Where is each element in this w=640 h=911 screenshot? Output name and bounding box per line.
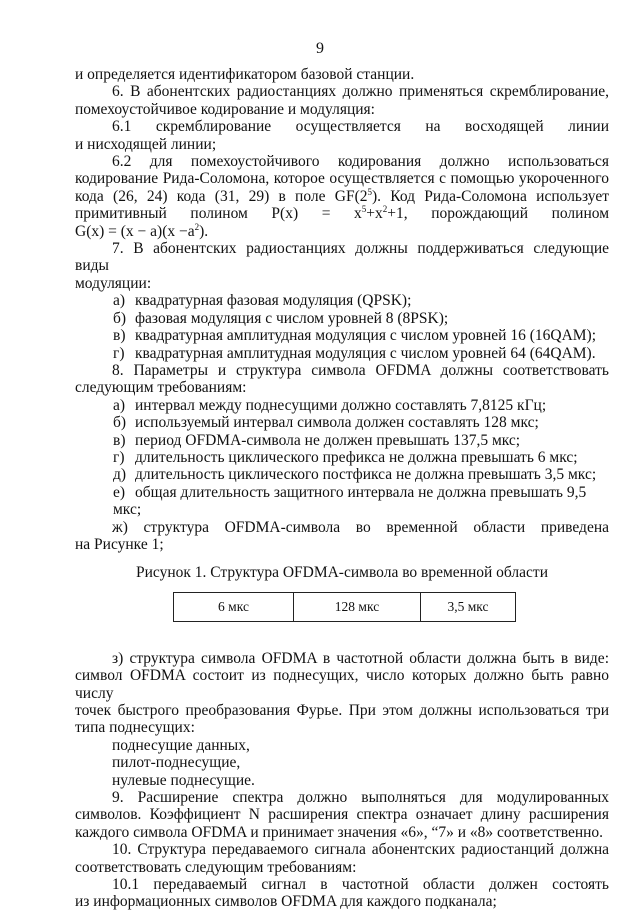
table-cell-prefix: 6 мкс (174, 592, 294, 621)
text-fragment: кода (26, 24) кода (31, 29) в поле GF(2 (75, 187, 368, 205)
ofdma-time-structure-table (173, 592, 516, 622)
text-fragment: +x (366, 205, 383, 223)
list-label: а) (113, 396, 126, 414)
paragraph-line: модуляции: (75, 274, 152, 292)
figure-caption: Рисунок 1. Структура OFDMA-символа во временной области (135, 564, 548, 582)
ofdma-requirements-list (75, 397, 609, 519)
paragraph-8-z (75, 650, 609, 737)
list-label: б) (113, 414, 127, 432)
paragraph-line: з) структура символа OFDMA в частотной области должна быть в виде: (112, 649, 609, 667)
paragraph-line: типа поднесущих: (75, 719, 195, 737)
page-number: 9 (316, 40, 324, 57)
list-label: в) (113, 327, 126, 345)
paragraph-10-1 (75, 876, 609, 911)
subcarrier-types (75, 737, 609, 789)
list-label: д) (113, 466, 127, 484)
list-text: период OFDMA-символа не должен превышать 137,5 мкс; (135, 431, 521, 449)
superscript: 2 (382, 204, 388, 215)
list-label: г) (113, 448, 125, 466)
list-item: нулевые поднесущие. (112, 771, 255, 789)
paragraph-line: кодирование Рида-Соломона, которое осуществляется с помощью укороченного (75, 170, 609, 188)
list-label: г) (113, 344, 125, 362)
paragraph-line: каждого символа OFDMA и принимает значения «6», “7» и «8» соответственно. (75, 823, 604, 841)
paragraph-line (75, 188, 609, 205)
list-text: используемый интервал символа должен составлять 128 мкс; (135, 414, 539, 432)
paragraph-9 (75, 789, 609, 841)
page-content (75, 66, 609, 911)
list-label: е) (113, 483, 126, 501)
paragraph-line: соответствовать следующим требованиям: (75, 858, 357, 876)
table-row (174, 592, 516, 621)
paragraph-8 (75, 362, 609, 397)
list-label: в) (113, 431, 126, 449)
superscript: 5 (361, 204, 367, 215)
paragraph-line: 10. Структура передаваемого сигнала абонентских радиостанций должна (112, 841, 609, 859)
text-fragment: G(x) = (x − a)(x −a (75, 222, 195, 240)
table-cell-postfix: 3,5 мкс (421, 592, 516, 621)
paragraph-line: 10.1 передаваемый сигнал в частотной области должен состоять (112, 876, 609, 894)
paragraph-6-1 (75, 118, 609, 153)
paragraph-line: следующим требованиям: (75, 379, 247, 397)
paragraph-line: 7. В абонентских радиостанциях должны поддерживаться следующие виды (75, 240, 609, 275)
paragraph-line: из информационных символов OFDMA для каждого подканала; (75, 893, 497, 911)
paragraph-line (75, 223, 609, 240)
list-item (75, 466, 609, 483)
paragraph-line: 9. Расширение спектра должно выполняться для модулированных (112, 789, 609, 807)
list-text: интервал между поднесущими должно составлять 7,8125 кГц; (135, 396, 547, 414)
list-item: пилот-поднесущие, (112, 754, 241, 772)
modulation-list (75, 292, 609, 362)
superscript: 5 (367, 186, 372, 197)
list-text: длительность циклического префикса не должна превышать 6 мкс; (135, 448, 578, 466)
list-text: квадратурная амплитудная модуляция с числом уровней 16 (16QAM); (135, 327, 597, 345)
paragraph-line: на Рисунке 1; (75, 535, 164, 553)
list-text: общая длительность защитного интервала не должна превышать 9,5 мкс; (113, 483, 587, 519)
paragraph-line: точек быстрого преобразования Фурье. При этом должны использоваться три (75, 702, 609, 719)
list-text: фазовая модуляция с числом уровней 8 (8PSK); (135, 309, 449, 327)
text-fragment: ). Код Рида-Соломона использует (372, 187, 609, 205)
paragraph-10 (75, 841, 609, 876)
paragraph-8-zh (75, 519, 609, 554)
paragraph-line: символов. Коэффициент N расширения спектра означает длину расширения (75, 806, 609, 824)
text-fragment: ). (199, 222, 209, 240)
text-fragment: +1, порождающий полином (387, 205, 609, 223)
superscript: 2 (194, 221, 200, 232)
table-cell-symbol: 128 мкс (294, 592, 421, 621)
text-fragment: примитивный полином P(x) = x (75, 205, 362, 223)
paragraph-line: символ OFDMA состоит из поднесущих, число которых должно быть равно числу (75, 667, 609, 702)
paragraph-6 (75, 83, 609, 118)
paragraph-7 (75, 240, 609, 292)
list-item: поднесущие данных, (112, 736, 250, 754)
paragraph-line (75, 205, 609, 222)
list-label: б) (113, 309, 127, 327)
list-text: квадратурная фазовая модуляция (QPSK); (135, 292, 412, 310)
list-text: длительность циклического постфикса не должна превышать 3,5 мкс; (135, 466, 597, 484)
paragraph-line: помехоустойчивое кодирование и модуляция: (75, 100, 375, 118)
list-item (75, 449, 609, 466)
list-item (75, 397, 609, 414)
paragraph-line: и нисходящей линии; (75, 135, 217, 153)
paragraph-6-2 (75, 153, 609, 240)
list-label: а) (113, 292, 126, 310)
list-item (75, 345, 609, 362)
paragraph-line: ж) структура OFDMA-символа во временной области приведена (112, 518, 609, 536)
list-item (75, 327, 609, 344)
list-item (75, 414, 609, 431)
paragraph-line: 8. Параметры и структура символа OFDMA должны соответствовать (112, 361, 609, 379)
list-item (75, 484, 609, 519)
list-item (75, 310, 609, 327)
paragraph-line: 6.2 для помехоустойчивого кодирования должно использоваться (112, 153, 609, 171)
paragraph-line: 6. В абонентских радиостанциях должно применяться скремблирование, (112, 83, 609, 101)
lead-line: и определяется идентификатором базовой станции. (75, 66, 415, 83)
list-text: квадратурная амплитудная модуляция с числом уровней 64 (64QAM). (135, 344, 596, 362)
paragraph-line: 6.1 скремблирование осуществляется на восходящей линии (112, 118, 609, 136)
spacer (75, 622, 609, 650)
list-item (75, 432, 609, 449)
list-item (75, 292, 609, 309)
